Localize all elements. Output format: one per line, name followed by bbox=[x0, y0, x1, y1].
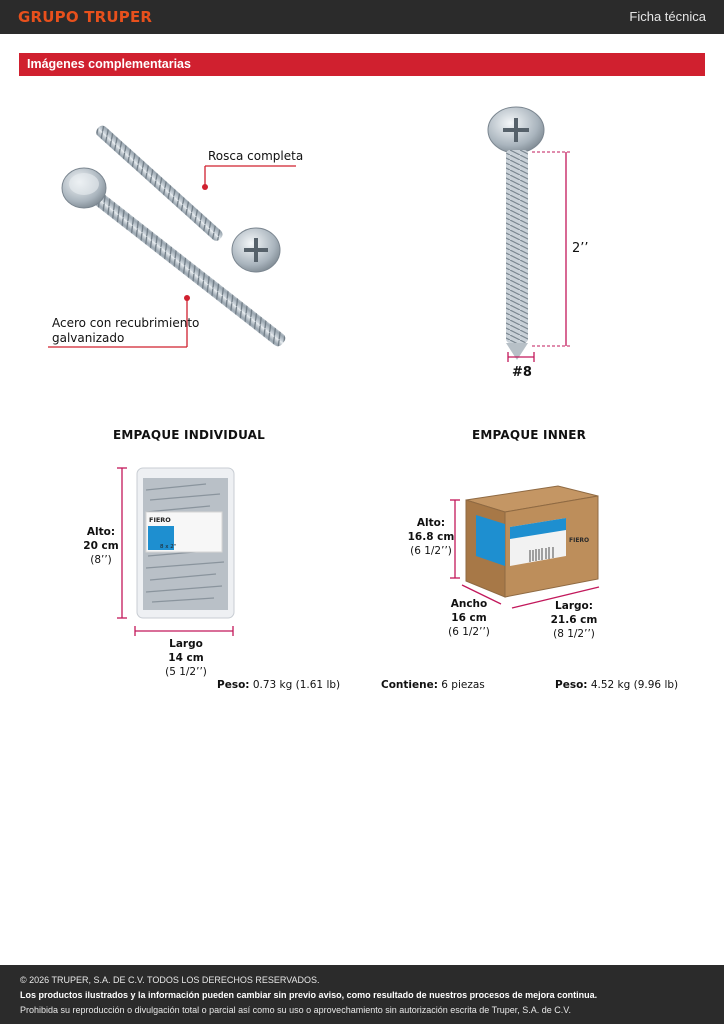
individual-length-in: (5 1/2’’) bbox=[165, 666, 207, 678]
inner-contains-value: 6 piezas bbox=[441, 679, 485, 691]
inner-package-heading: EMPAQUE INNER bbox=[472, 428, 587, 442]
individual-height-cm: 20 cm bbox=[83, 540, 119, 552]
footer-legal: Prohibida su reproducción o divulgación total o parcial así como su uso o aprovechamiento sin autorización escrita de Truper, S.A. de C.V. bbox=[20, 1005, 571, 1015]
inner-length-dimension bbox=[548, 599, 600, 641]
inner-width-in: (6 1/2’’) bbox=[448, 626, 490, 638]
individual-package-heading: EMPAQUE INDIVIDUAL bbox=[113, 428, 265, 442]
footer-notice: Los productos ilustrados y la información pueden cambiar sin previo aviso, como resultado de nuestros procesos de mejora continua. bbox=[20, 990, 598, 1000]
individual-height-in: (8’’) bbox=[90, 554, 112, 566]
inner-height-dimension bbox=[404, 516, 458, 558]
individual-height-dimension bbox=[78, 525, 124, 567]
gauge-callout: #8 bbox=[512, 365, 532, 380]
footer-copyright: © 2026 TRUPER, S.A. DE C.V. TODOS LOS DERECHOS RESERVADOS. bbox=[20, 975, 320, 985]
length-callout: 2’’ bbox=[572, 241, 589, 256]
individual-length-cm: 14 cm bbox=[168, 652, 204, 664]
inner-length-cm: 21.6 cm bbox=[550, 614, 598, 626]
document-title: Ficha técnica bbox=[629, 9, 706, 24]
inner-contains-label: Contiene: bbox=[381, 679, 438, 691]
individual-weight-label: Peso: bbox=[217, 679, 250, 691]
inner-height-label: Alto: bbox=[416, 517, 446, 529]
inner-width-cm: 16 cm bbox=[451, 612, 487, 624]
brand-logo: GRUPO TRUPER bbox=[18, 8, 153, 26]
inner-height-cm: 16.8 cm bbox=[407, 531, 455, 543]
box-brand: FIERO bbox=[569, 537, 590, 544]
individual-length-label: Largo bbox=[169, 638, 203, 650]
individual-weight bbox=[217, 679, 340, 691]
individual-weight-value: 0.73 kg (1.61 lb) bbox=[252, 679, 341, 691]
individual-height-label: Alto: bbox=[86, 526, 116, 538]
inner-contains bbox=[381, 679, 485, 691]
inner-weight-label: Peso: bbox=[555, 679, 588, 691]
inner-width-dimension bbox=[444, 597, 494, 639]
inner-height-in: (6 1/2’’) bbox=[410, 545, 452, 557]
inner-width-label: Ancho bbox=[450, 598, 488, 610]
coating-callout-line2: galvanizado bbox=[52, 331, 125, 345]
bag-size: 8 x 2" bbox=[160, 544, 177, 550]
footer-bar bbox=[0, 965, 724, 1024]
individual-length-dimension bbox=[158, 637, 214, 679]
inner-length-in: (8 1/2’’) bbox=[553, 628, 595, 640]
inner-length-label: Largo: bbox=[555, 600, 593, 612]
thread-callout: Rosca completa bbox=[208, 149, 304, 163]
bag-brand: FIERO bbox=[149, 516, 171, 524]
section-title: Imágenes complementarias bbox=[27, 57, 191, 71]
coating-callout-line1: Acero con recubrimiento bbox=[52, 316, 200, 330]
inner-weight bbox=[555, 679, 678, 691]
inner-weight-value: 4.52 kg (9.96 lb) bbox=[590, 679, 679, 691]
